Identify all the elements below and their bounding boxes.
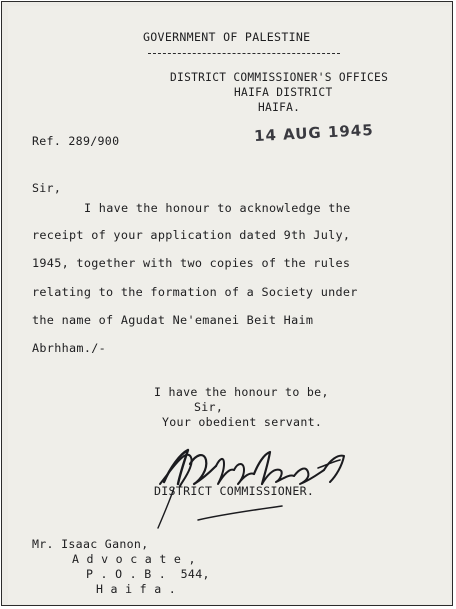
addressee-city: H a i f a . (96, 582, 177, 596)
document-frame (1, 1, 453, 606)
body-line-4: relating to the formation of a Society under (32, 285, 358, 299)
body-line-3: 1945, together with two copies of the rules (32, 256, 351, 270)
body-line-2: receipt of your application dated 9th July, (32, 228, 351, 242)
closing-line-2: Sir, (194, 400, 224, 414)
body-line-1: I have the honour to acknowledge the (84, 201, 351, 215)
letterhead-rule (148, 53, 340, 54)
signatory-title: DISTRICT COMMISSIONER. (154, 484, 315, 498)
addressee-name: Mr. Isaac Ganon, (32, 537, 149, 551)
letterhead-office: DISTRICT COMMISSIONER'S OFFICES (170, 71, 389, 84)
date-stamp: 14 AUG 1945 (253, 120, 375, 146)
body-line-6: Abrhham./- (32, 341, 107, 355)
body-line-5: the name of Agudat Ne'emanei Beit Haim (32, 313, 314, 327)
letterhead-city: HAIFA. (258, 101, 301, 114)
letterhead-government: GOVERNMENT OF PALESTINE (143, 30, 311, 44)
reference-number: Ref. 289/900 (32, 134, 120, 148)
closing-line-1: I have the honour to be, (154, 385, 329, 399)
addressee-pob: P . O . B . 544, (86, 567, 210, 581)
salutation: Sir, (32, 181, 62, 195)
letter-page (8, 6, 450, 604)
closing-line-3: Your obedient servant. (162, 415, 323, 429)
addressee-role: A d v o c a t e , (72, 552, 196, 566)
letterhead-district: HAIFA DISTRICT (234, 86, 333, 99)
